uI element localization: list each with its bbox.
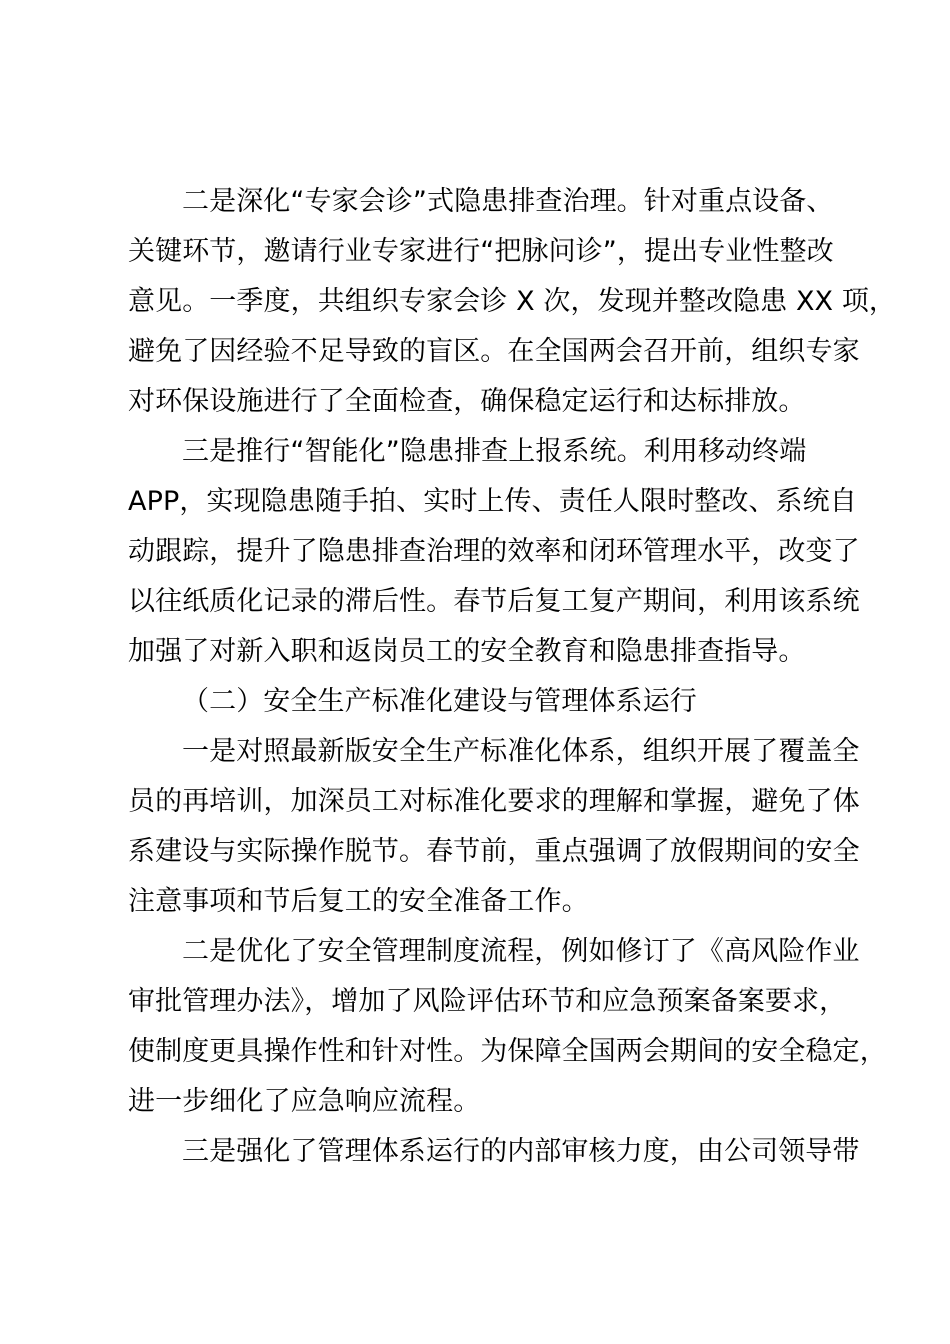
- paragraph-line: 使制度更具操作性和针对性。为保障全国两会期间的安全稳定，: [128, 1036, 887, 1067]
- paragraph-line: 三是推行“智能化”隐患排查上报系统。利用移动终端: [182, 436, 807, 467]
- paragraph-line: APP，实现隐患随手拍、实时上传、责任人限时整改、系统自: [128, 486, 857, 517]
- paragraph-line: 意见。一季度，共组织专家会诊 X 次，发现并整改隐患 XX 项，: [128, 286, 897, 317]
- paragraph-line: 审批管理办法》，增加了风险评估环节和应急预案备案要求，: [128, 986, 847, 1017]
- paragraph-line: 动跟踪，提升了隐患排查治理的效率和闭环管理水平，改变了: [128, 536, 860, 567]
- paragraph-line: 系建设与实际操作脱节。春节前，重点强调了放假期间的安全: [128, 836, 860, 867]
- paragraph-line: 一是对照最新版安全生产标准化体系，组织开展了覆盖全: [182, 736, 860, 767]
- paragraph-line: 避免了因经验不足导致的盲区。在全国两会召开前，组织专家: [128, 336, 860, 367]
- paragraph-line: 员的再培训，加深员工对标准化要求的理解和掌握，避免了体: [128, 786, 860, 817]
- paragraph-line: 二是优化了安全管理制度流程，例如修订了《高风险作业: [182, 936, 860, 967]
- paragraph-line: 二是深化“专家会诊”式隐患排查治理。针对重点设备、: [182, 186, 834, 217]
- paragraph-line: 注意事项和节后复工的安全准备工作。: [128, 886, 589, 917]
- section-heading: （二）安全生产标准化建设与管理体系运行: [182, 686, 697, 717]
- paragraph-line: 三是强化了管理体系运行的内部审核力度，由公司领导带: [182, 1136, 860, 1167]
- paragraph-line: 以往纸质化记录的滞后性。春节后复工复产期间，利用该系统: [128, 586, 860, 617]
- paragraph-line: 对环保设施进行了全面检查，确保稳定运行和达标排放。: [128, 386, 806, 417]
- paragraph-line: 关键环节，邀请行业专家进行“把脉问诊”，提出专业性整改: [128, 236, 834, 267]
- paragraph-line: 加强了对新入职和返岗员工的安全教育和隐患排查指导。: [128, 636, 806, 667]
- paragraph-line: 进一步细化了应急响应流程。: [128, 1086, 481, 1117]
